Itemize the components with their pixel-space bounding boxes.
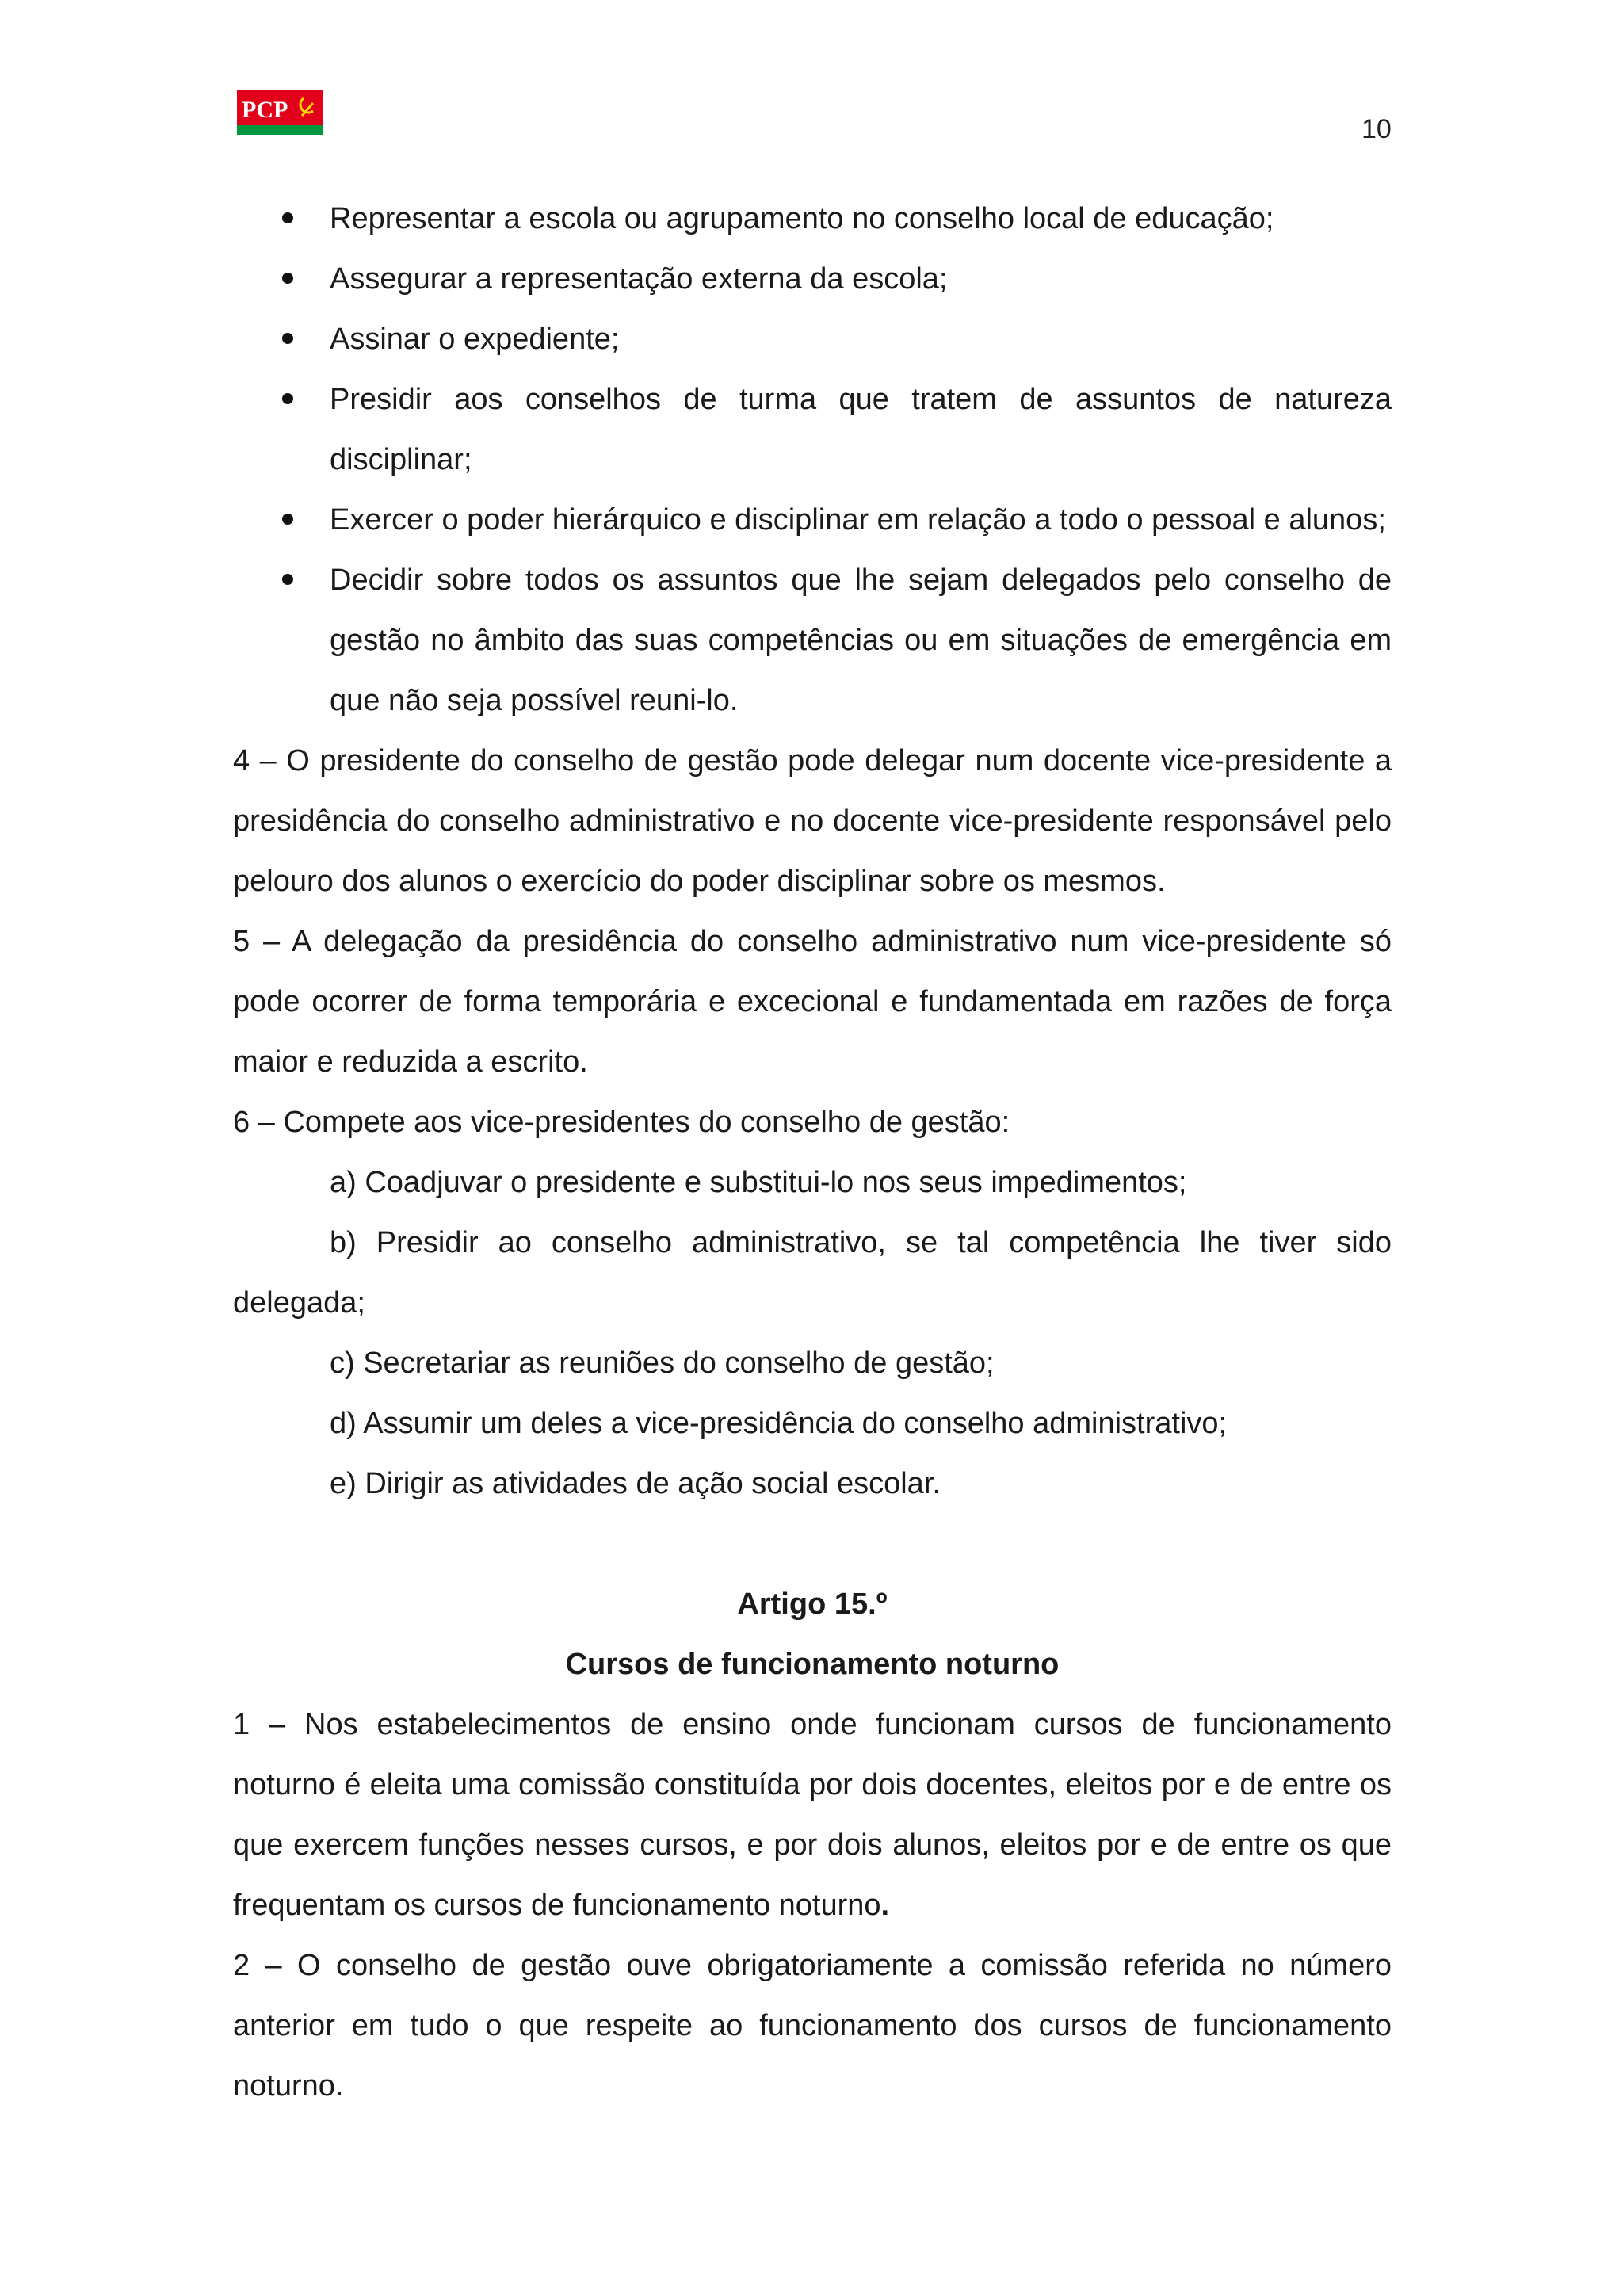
paragraph-6: 6 – Compete aos vice-presidentes do conselho de gestão:: [233, 1106, 1010, 1139]
bullet-icon: [282, 333, 293, 344]
bullet-list: [233, 189, 1392, 731]
bullet-icon: [282, 514, 293, 525]
subitem-b: b) Presidir ao conselho administrativo, se tal competência lhe tiver sido delegada;: [233, 1226, 1392, 1320]
list-item: Presidir aos conselhos de turma que tratem de assuntos de natureza disciplinar;: [233, 369, 1392, 490]
subitem-c: c) Secretariar as reuniões do conselho de gestão;: [330, 1347, 995, 1380]
pcp-logo: [235, 89, 324, 138]
list-item: Decidir sobre todos os assuntos que lhe sejam delegados pelo conselho de gestão no âmbito das suas competências ou em situações de emergência em que não seja possível reuni-lo.: [233, 550, 1392, 731]
document-body: [233, 189, 1392, 2116]
list-item: Assegurar a representação externa da escola;: [233, 249, 1392, 309]
bullet-icon: [282, 273, 293, 284]
subitem-a: a) Coadjuvar o presidente e substitui-lo nos seus impedimentos;: [330, 1166, 1187, 1199]
section-spacer: [233, 1514, 1392, 1574]
list-item: Exercer o poder hierárquico e disciplinar em relação a todo o pessoal e alunos;: [233, 490, 1392, 550]
bullet-icon: [282, 393, 293, 404]
article-number: Artigo 15.º: [737, 1587, 888, 1621]
paragraph-5: 5 – A delegação da presidência do conselho administrativo num vice-presidente só pode ocorrer de forma temporária e excecional e fundamentada em razões de força maior e reduzida a escrito.: [233, 925, 1392, 1079]
bullet-icon: [282, 212, 293, 223]
subitem-d: d) Assumir um deles a vice-presidência do conselho administrativo;: [330, 1407, 1228, 1440]
list-item: Representar a escola ou agrupamento no conselho local de educação;: [233, 189, 1392, 249]
article-paragraph-2: 2 – O conselho de gestão ouve obrigatoriamente a comissão referida no número anterior em tudo o que respeite ao funcionamento dos cursos de funcionamento noturno.: [233, 1949, 1392, 2103]
subitem-e: e) Dirigir as atividades de ação social escolar.: [330, 1467, 941, 1500]
paragraph-4: 4 – O presidente do conselho de gestão pode delegar num docente vice-presidente a presidência do conselho administrativo e no docente vice-presidente responsável pelo pelouro dos alunos o exercício do poder disciplinar sobre os mesmos.: [233, 744, 1392, 898]
list-item: Assinar o expediente;: [233, 309, 1392, 369]
article-paragraph-1: 1 – Nos estabelecimentos de ensino onde funcionam cursos de funcionamento noturno é eleita uma comissão constituída por dois docentes, eleitos por e de entre os que exercem funções nesses cursos, e por dois alunos, eleitos por e de entre os que frequentam os cursos de funcionamento noturno.: [233, 1708, 1392, 1922]
bullet-icon: [282, 574, 293, 585]
article-title: Cursos de funcionamento noturno: [565, 1648, 1060, 1681]
page-number: 10: [1361, 114, 1392, 144]
svg-text:PCP: PCP: [242, 97, 288, 123]
